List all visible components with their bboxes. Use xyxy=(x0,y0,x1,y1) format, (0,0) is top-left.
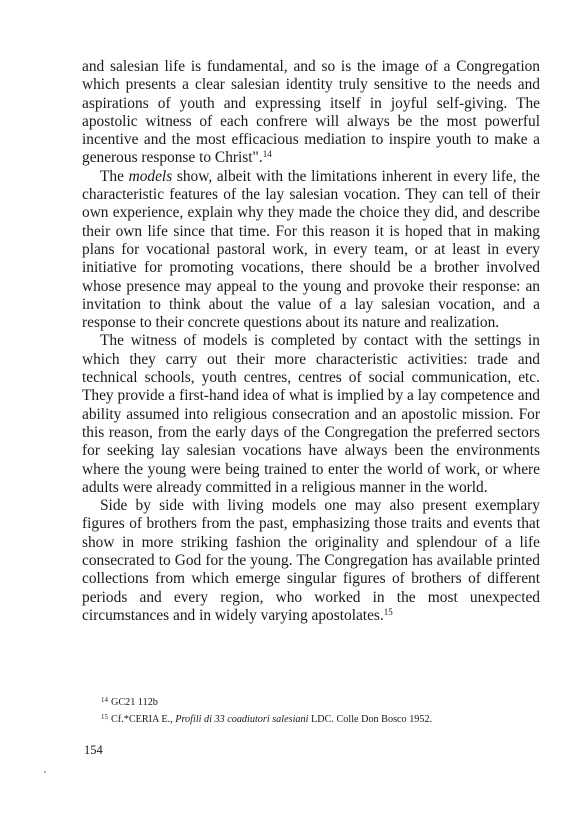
footnote-15-number: 15 xyxy=(101,713,108,721)
footnote-15 xyxy=(101,710,541,727)
paragraph-3: The witness of models is completed by contact with the settings in which they carry out their more characteristic activities: trade and technical schools, youth centres, centres of social communication, etc. They provide a first-hand idea of what is implied by a lay competence and ability assumed into religious consecration and an apostolic mission. For this reason, from the early days of the Congregation the preferred sectors for seeking lay salesian vocations have always been the environments where the young were being trained to enter the world of work, or where adults were already committed in a religious manner in the world. xyxy=(82,332,540,496)
paragraph-1 xyxy=(82,58,540,168)
paragraph-4-text: Side by side with living models one may also present exemplary figures of brothers from the past, emphasizing those traits and events that show in more striking fashion the originality and splendour of a life consecrated to God for the young. The Congregation has available printed collections from which emerge singular figures of brothers of different periods and every region, who worked in the most unexpected circumstances and in widely varying apostolates. xyxy=(82,497,540,624)
paragraph-4 xyxy=(82,497,540,625)
footnote-14-number: 14 xyxy=(101,696,108,704)
footnote-ref-15[interactable]: 15 xyxy=(383,606,393,617)
paragraph-2 xyxy=(82,168,540,333)
footnote-14 xyxy=(101,693,541,710)
footnote-15-tail: LDC. Colle Don Bosco 1952. xyxy=(308,714,433,725)
footnotes xyxy=(101,693,541,727)
footnote-15-title: Profili di 33 coadiutori salesiani xyxy=(175,714,309,725)
page-number: 154 xyxy=(84,743,103,757)
paragraph-2-lead: The xyxy=(100,167,129,185)
paragraph-2-text: show, albeit with the limitations inherent in every life, the characteristic features of the lay salesian vocation. They can tell of their own experience, explain why they made the choice they did, and describe their own life since that time. For this reason it is hoped that in making plans for vocational pastoral work, in every team, or at least in every initiative for promoting vocations, there should be a brother involved whose presence may appeal to the young and provoke their response: an invitation to think about the value of a lay salesian vocation, and a response to their concrete questions about its nature and realization. xyxy=(82,167,540,332)
footnote-15-lead: Cf.*CERIA E., xyxy=(111,714,176,725)
footnote-14-text: GC21 112b xyxy=(111,697,158,708)
footnote-ref-14[interactable]: 14 xyxy=(262,149,272,160)
paragraph-1-text: and salesian life is fundamental, and so is the image of a Congregation which presents a clear salesian identity truly sensitive to the needs and aspirations of youth and expressing itself in joyful self-giving. The apostolic witness of each confrere will always be the most powerful incentive and the most efficacious mediation to inspire youth to make a generous response to Christ". xyxy=(82,58,540,167)
page-body xyxy=(82,58,540,625)
scan-speck xyxy=(44,771,46,773)
emphasis-models: models xyxy=(128,167,173,185)
